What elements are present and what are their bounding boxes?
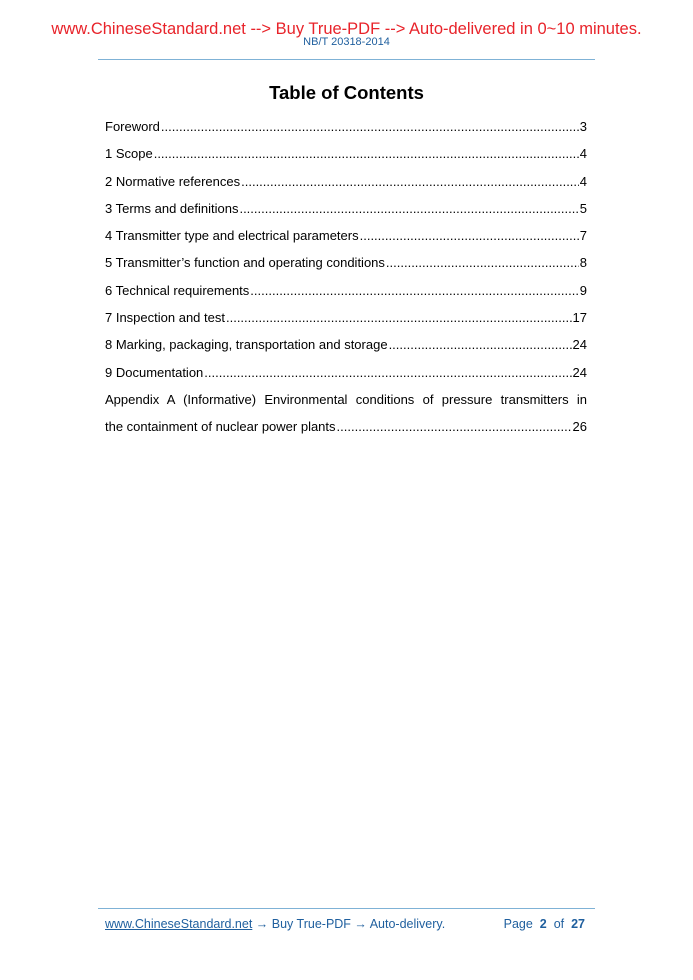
toc-entry-label: 8 Marking, packaging, transportation and storage — [105, 337, 388, 353]
toc-entry[interactable] — [105, 222, 587, 249]
toc-entry[interactable] — [105, 331, 587, 358]
of-word: of — [553, 917, 565, 931]
toc-entry[interactable] — [105, 249, 587, 276]
footer-site-link[interactable]: www.ChineseStandard.net — [105, 917, 253, 931]
toc-entry-page: 17 — [572, 310, 587, 326]
toc-entry-page: 8 — [579, 255, 587, 271]
toc-entry-page: 24 — [572, 337, 587, 353]
toc-entry[interactable] — [105, 359, 587, 386]
toc-entry-label: 4 Transmitter type and electrical parameters — [105, 228, 359, 244]
dot-leader — [154, 140, 579, 167]
toc-entry-page: 7 — [579, 228, 587, 244]
dot-leader — [360, 222, 579, 249]
toc-entry[interactable] — [105, 277, 587, 304]
toc-entry-page: 9 — [579, 282, 587, 298]
toc-entry-label: 3 Terms and definitions — [105, 200, 239, 216]
toc-entry-page: 5 — [579, 200, 587, 216]
toc-entry-page: 4 — [579, 146, 587, 162]
toc-entry-label: 6 Technical requirements — [105, 282, 250, 298]
toc-entry-page: 26 — [572, 419, 587, 435]
toc-entry-label-line1: Appendix A (Informative) Environmental conditions of pressure transmitters in — [105, 391, 587, 407]
toc-entry-label: 1 Scope — [105, 146, 153, 162]
table-of-contents — [105, 113, 587, 441]
toc-entry[interactable] — [105, 195, 587, 222]
document-number: NB/T 20318-2014 — [303, 36, 390, 48]
current-page-number: 2 — [539, 917, 547, 931]
dot-leader — [389, 331, 572, 358]
toc-entry[interactable] — [105, 168, 587, 195]
dot-leader — [337, 413, 572, 440]
toc-entry[interactable] — [105, 140, 587, 167]
toc-entry-page: 24 — [572, 364, 587, 380]
toc-title: Table of Contents — [269, 82, 424, 103]
page-indicator — [504, 916, 585, 932]
dot-leader — [226, 304, 572, 331]
toc-entry-appendix[interactable] — [105, 386, 587, 441]
toc-entry-label: 7 Inspection and test — [105, 310, 225, 326]
toc-entry-label-line2: the containment of nuclear power plants — [105, 419, 336, 435]
total-page-count: 27 — [571, 917, 585, 931]
page-word: Page — [503, 917, 533, 931]
dot-leader — [161, 113, 579, 140]
footer-promo-text: → Buy True-PDF → Auto-delivery. — [252, 917, 446, 931]
toc-entry-page: 3 — [579, 119, 587, 134]
toc-entry-label: Foreword — [105, 119, 160, 134]
header-divider — [98, 59, 595, 60]
dot-leader — [204, 359, 571, 386]
promo-banner[interactable]: www.ChineseStandard.net --> Buy True-PDF --> Auto-delivered in 0~10 minutes. — [51, 20, 642, 38]
footer-divider — [98, 908, 595, 909]
toc-entry[interactable] — [105, 304, 587, 331]
dot-leader — [250, 277, 578, 304]
toc-entry-page: 4 — [579, 173, 587, 189]
dot-leader — [386, 249, 579, 276]
toc-entry[interactable] — [105, 113, 587, 140]
toc-entry-label: 2 Normative references — [105, 173, 241, 189]
toc-entry-label: 5 Transmitter’s function and operating conditions — [105, 255, 385, 271]
toc-entry-label: 9 Documentation — [105, 364, 204, 380]
dot-leader — [239, 195, 578, 222]
dot-leader — [241, 168, 579, 195]
footer-promo — [105, 916, 445, 932]
